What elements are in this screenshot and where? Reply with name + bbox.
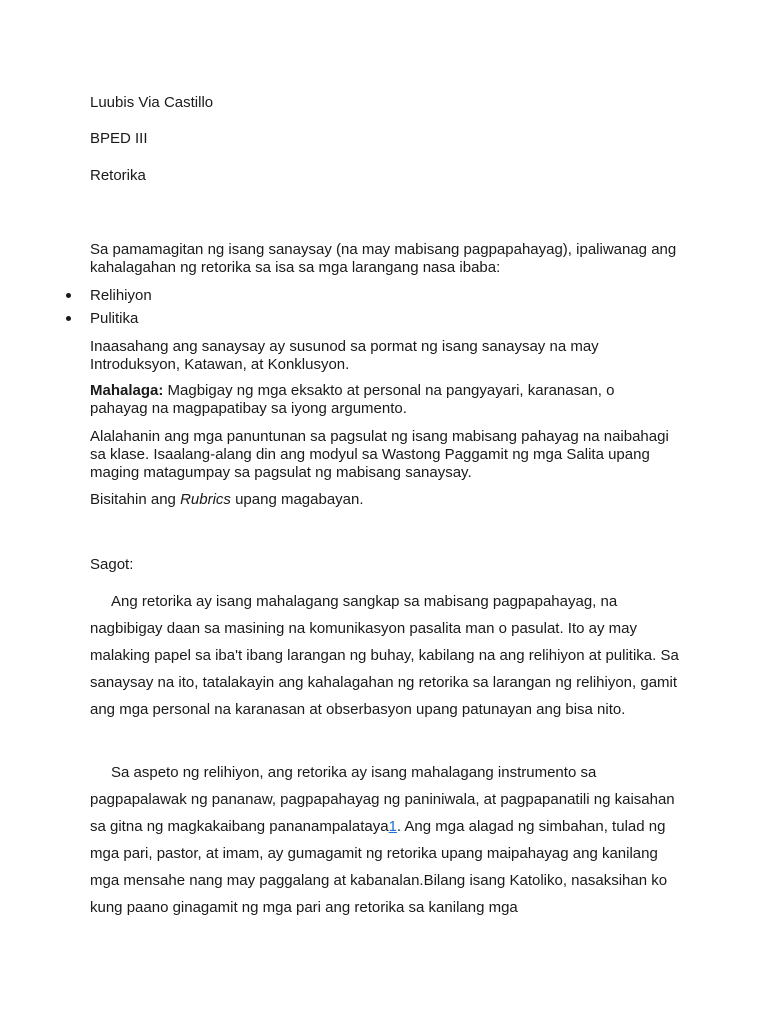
bullet-icon bbox=[66, 316, 71, 321]
instruction-prompt: Sa pamamagitan ng isang sanaysay (na may mabisang pagpapahayag), ipaliwanag ang kahalagahan ng retorika sa isa sa mga larangang nasa ibaba: bbox=[90, 241, 677, 276]
rubrics-note bbox=[90, 491, 690, 509]
footnote-link[interactable]: 1 bbox=[388, 818, 397, 835]
important-note bbox=[90, 382, 635, 418]
topic-option-label: Relihiyon bbox=[90, 287, 152, 304]
topic-option bbox=[62, 310, 152, 333]
answer-label: Sagot: bbox=[90, 556, 134, 573]
subject-label: Retorika bbox=[90, 167, 146, 184]
course-label: BPED III bbox=[90, 130, 148, 147]
answer-paragraph-1 bbox=[90, 588, 680, 723]
format-note: Inaasahang ang sanaysay ay susunod sa pormat ng isang sanaysay na may Introduksyon, Katawan, at Konklusyon. bbox=[90, 338, 599, 373]
reminder-note: Alalahanin ang mga panuntunan sa pagsulat ng isang mabisang pahayag na naibahagi sa klase. Isaalang-alang din ang modyul sa Wastong Paggamit ng mga Salita upang maging matagumpay sa pagsulat ng mabisang sanaysay. bbox=[90, 428, 669, 481]
student-name: Luubis Via Castillo bbox=[90, 94, 214, 111]
rubrics-before: Bisitahin ang bbox=[90, 491, 181, 508]
topic-option-label: Pulitika bbox=[90, 310, 139, 327]
answer-paragraph-2-before: Sa aspeto ng relihiyon, ang retorika ay isang mahalagang instrumento sa pagpapalawak ng pananaw, pagpapahayag ng paniniwala, at pagpapanatili ng kaisahan sa gitna ng magkakaibang pananampalataya bbox=[90, 764, 675, 835]
topic-options-list bbox=[62, 287, 152, 333]
important-label: Mahalaga: bbox=[90, 382, 164, 399]
answer-paragraph-1-text: Ang retorika ay isang mahalagang sangkap sa mabisang pagpapahayag, na nagbibigay daan sa masining na komunikasyon pasalita man o pasulat. Ito ay may malaking papel sa iba't ibang larangan ng buhay, kabilang na ang relihiyon at pulitika. Sa sanaysay na ito, tatalakayin ang kahalagahan ng retorika sa larangan ng relihiyon, gamit ang mga personal na karanasan at obserbasyon upang patunayan ang bisa nito. bbox=[90, 593, 679, 718]
answer-paragraph-2 bbox=[90, 759, 682, 921]
rubrics-word: Rubrics bbox=[180, 491, 231, 508]
rubrics-after: upang magabayan. bbox=[230, 491, 364, 508]
bullet-icon bbox=[66, 293, 71, 298]
important-text: Magbigay ng mga eksakto at personal na pangyayari, karanasan, o pahayag na magpapatibay sa iyong argumento. bbox=[90, 382, 615, 417]
topic-option bbox=[62, 287, 152, 310]
answer-paragraph-2-after: . Ang mga alagad ng simbahan, tulad ng mga pari, pastor, at imam, ay gumagamit ng retorika upang maipahayag ang kanilang mga mensahe nang may paggalang at kabanalan.Bilang isang Katoliko, nasaksihan ko kung paano ginagamit ng mga pari ang retorika sa kanilang mga bbox=[90, 818, 668, 916]
